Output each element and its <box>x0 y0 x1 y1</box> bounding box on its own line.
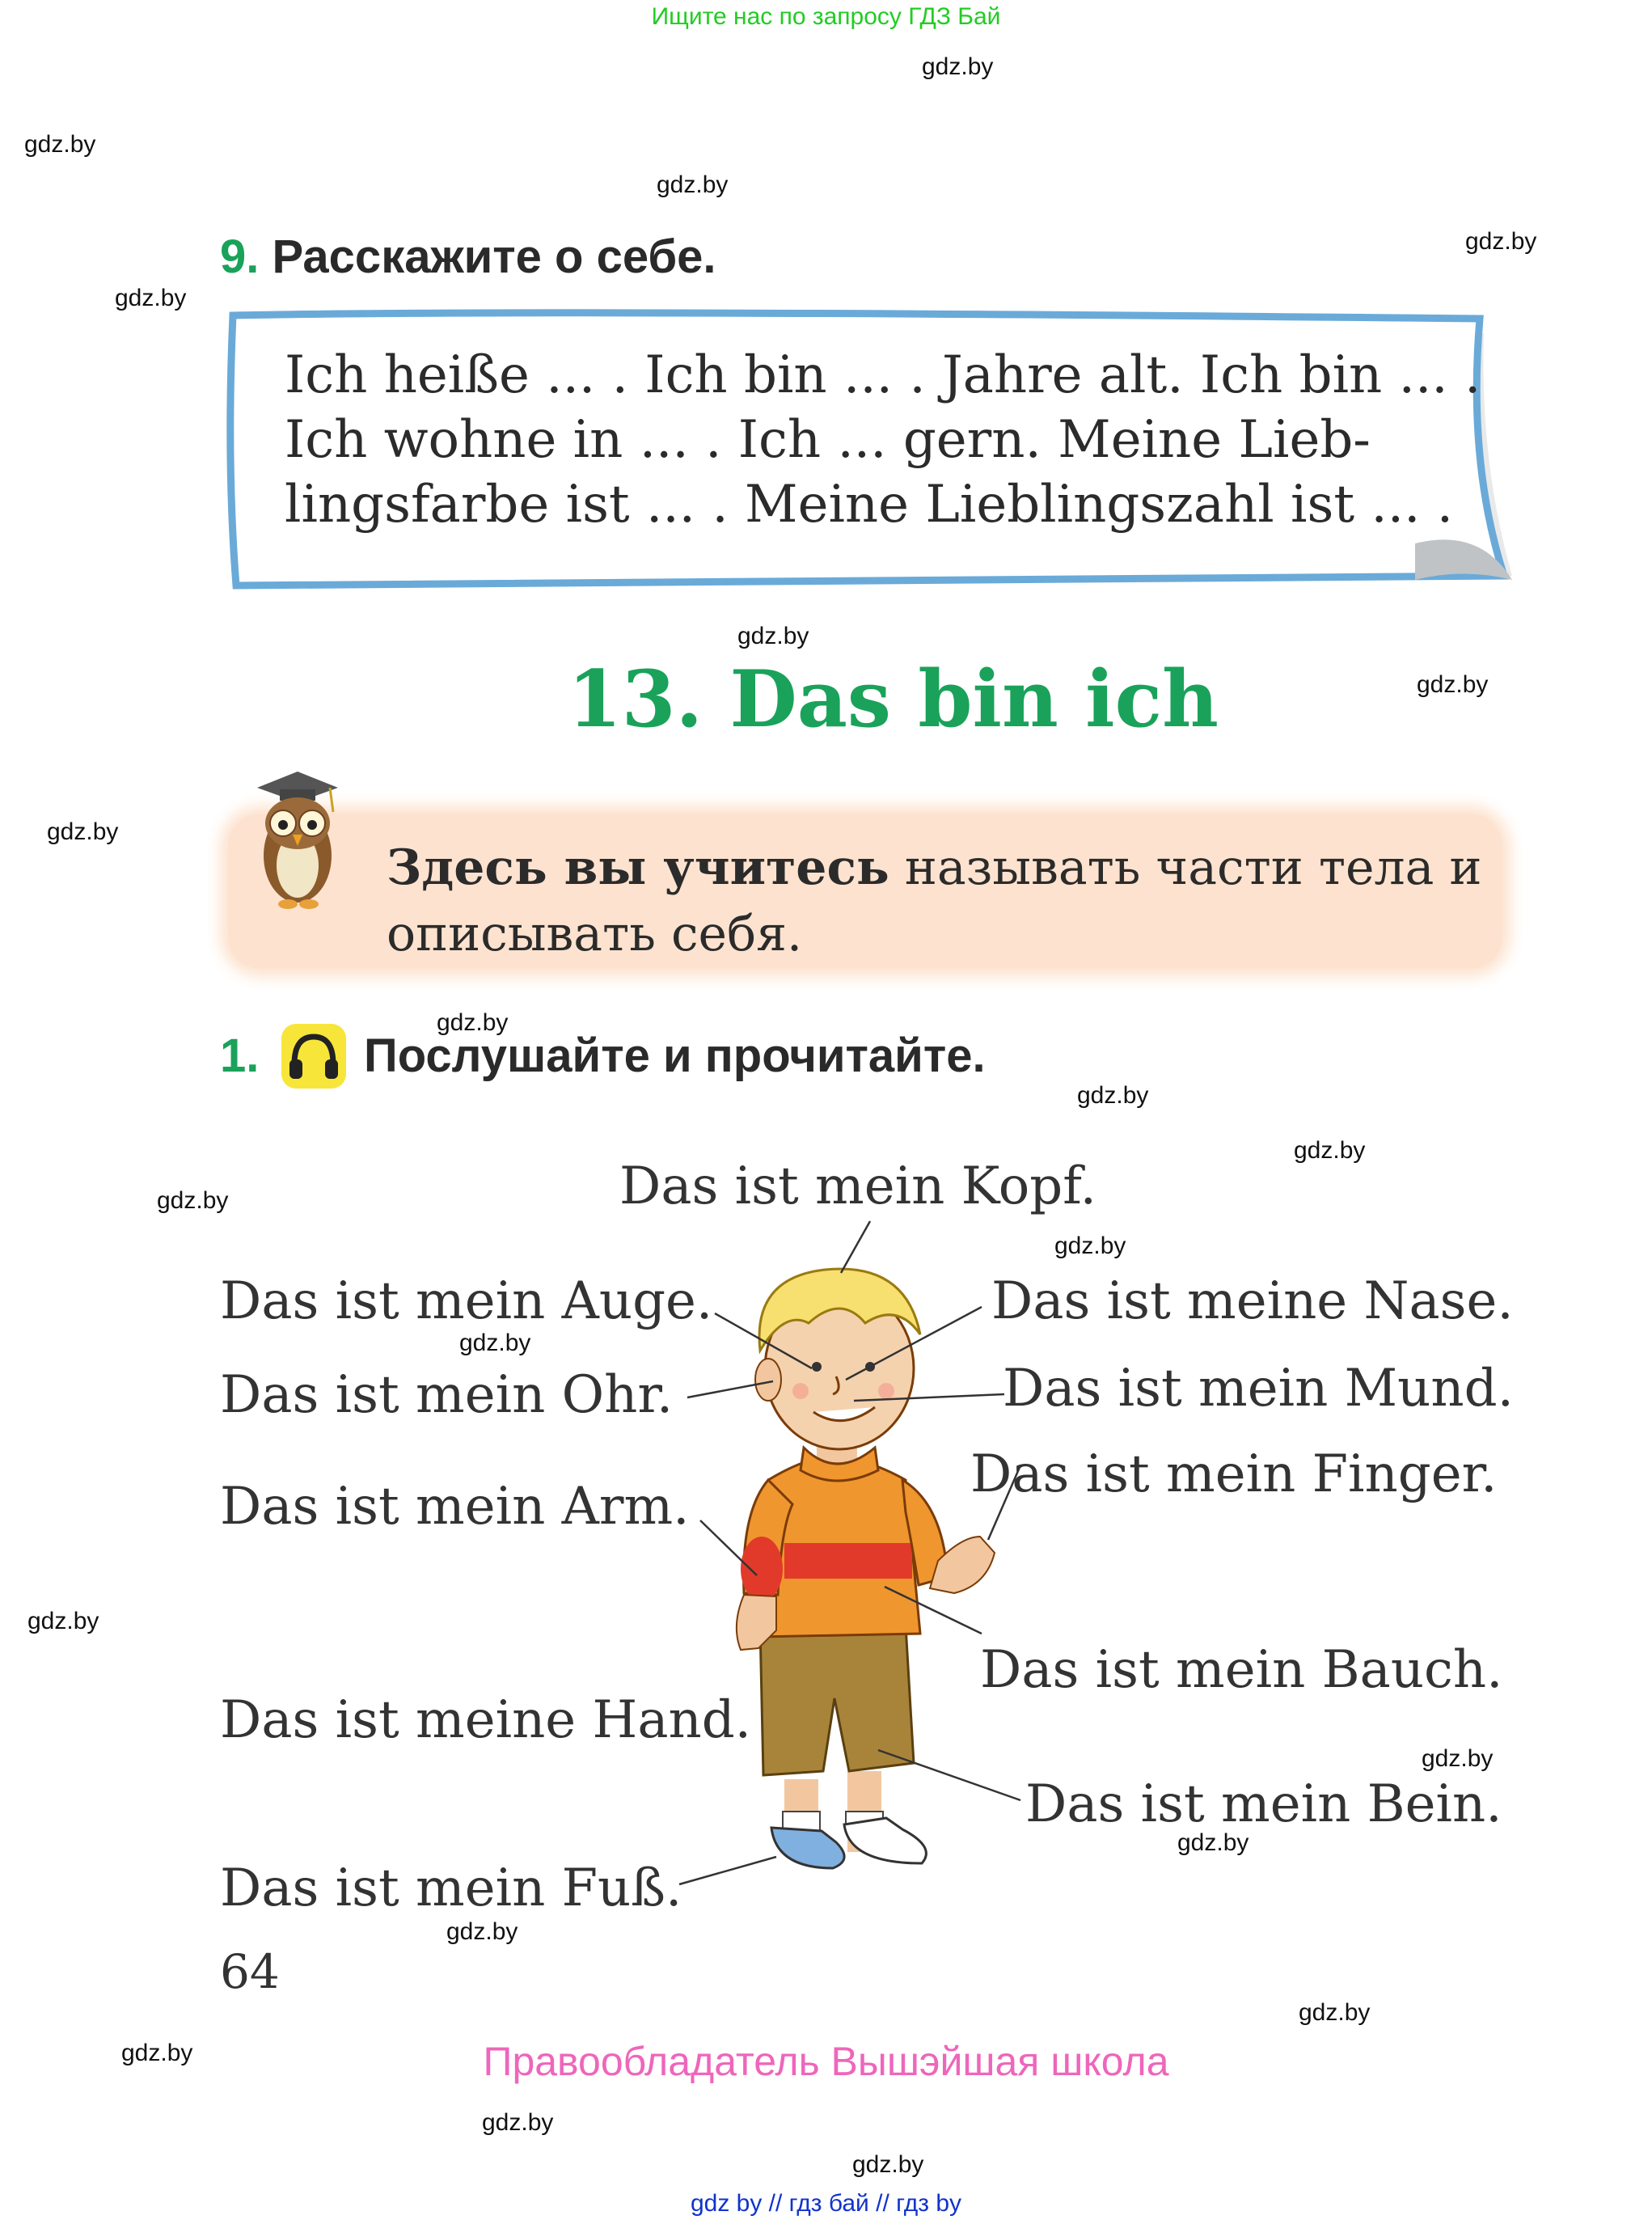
goal-rest: называть части тела и <box>889 839 1482 896</box>
label-hand: Das ist meine Hand. <box>220 1690 751 1750</box>
exercise-1-title: Послушайте и прочитайте. <box>364 1030 986 1082</box>
watermark: gdz.by <box>47 818 119 845</box>
watermark: gdz.by <box>1054 1233 1126 1259</box>
watermark: gdz.by <box>1294 1137 1366 1164</box>
exercise-number: 1. <box>220 1030 260 1082</box>
watermark: gdz.by <box>121 2040 193 2066</box>
watermark: gdz.by <box>459 1330 531 1356</box>
watermark: gdz.by <box>115 285 187 311</box>
label-kopf: Das ist mein Kopf. <box>619 1156 1096 1216</box>
label-auge: Das ist mein Auge. <box>220 1271 713 1331</box>
label-bein: Das ist mein Bein. <box>1025 1774 1502 1834</box>
page-number: 64 <box>220 1944 280 1999</box>
watermark: gdz.by <box>24 131 96 158</box>
watermark: gdz.by <box>657 171 729 198</box>
watermark: gdz.by <box>852 2151 924 2178</box>
watermark: gdz.by <box>1177 1829 1249 1856</box>
goal-line2: описывать себя. <box>387 906 803 962</box>
lesson-title: 13. Das bin ich <box>568 653 1219 745</box>
label-arm: Das ist mein Arm. <box>220 1477 690 1537</box>
card-line: Ich wohne in ... . Ich ... gern. Meine Lieb- <box>285 410 1371 470</box>
rights-holder: Правообладатель Вышэйшая школа <box>483 2039 1169 2084</box>
watermark: gdz.by <box>737 623 809 649</box>
watermark: gdz.by <box>1077 1082 1149 1109</box>
watermark: gdz.by <box>1465 228 1537 255</box>
footer-links[interactable]: gdz by // гдз бай // гдз by <box>690 2190 962 2217</box>
top-banner[interactable]: Ищите нас по запросу ГДЗ Бай <box>651 3 1001 30</box>
watermark: gdz.by <box>1422 1745 1494 1772</box>
exercise-title: Расскажите о себе. <box>272 230 716 283</box>
exercise-number: 9. <box>220 230 260 283</box>
watermark: gdz.by <box>27 1608 99 1634</box>
watermark: gdz.by <box>1417 671 1489 698</box>
label-bauch: Das ist mein Bauch. <box>980 1640 1503 1700</box>
label-nase: Das ist meine Nase. <box>991 1271 1514 1331</box>
card-line: Ich heiße ... . Ich bin ... . Jahre alt. Ich bin ... . <box>285 345 1481 405</box>
label-fuss: Das ist mein Fuß. <box>220 1858 682 1918</box>
watermark: gdz.by <box>157 1187 229 1214</box>
card-line: lingsfarbe ist ... . Meine Lieblingszahl ist ... . <box>285 475 1454 535</box>
watermark: gdz.by <box>437 1009 509 1036</box>
label-finger: Das ist mein Finger. <box>970 1444 1498 1504</box>
label-ohr: Das ist mein Ohr. <box>220 1365 674 1425</box>
watermark: gdz.by <box>922 53 994 80</box>
watermark: gdz.by <box>482 2109 554 2136</box>
goal-bold: Здесь вы учитесь <box>387 839 889 896</box>
label-mund: Das ist mein Mund. <box>1003 1359 1514 1419</box>
watermark: gdz.by <box>446 1918 518 1945</box>
watermark: gdz.by <box>1299 1999 1371 2026</box>
